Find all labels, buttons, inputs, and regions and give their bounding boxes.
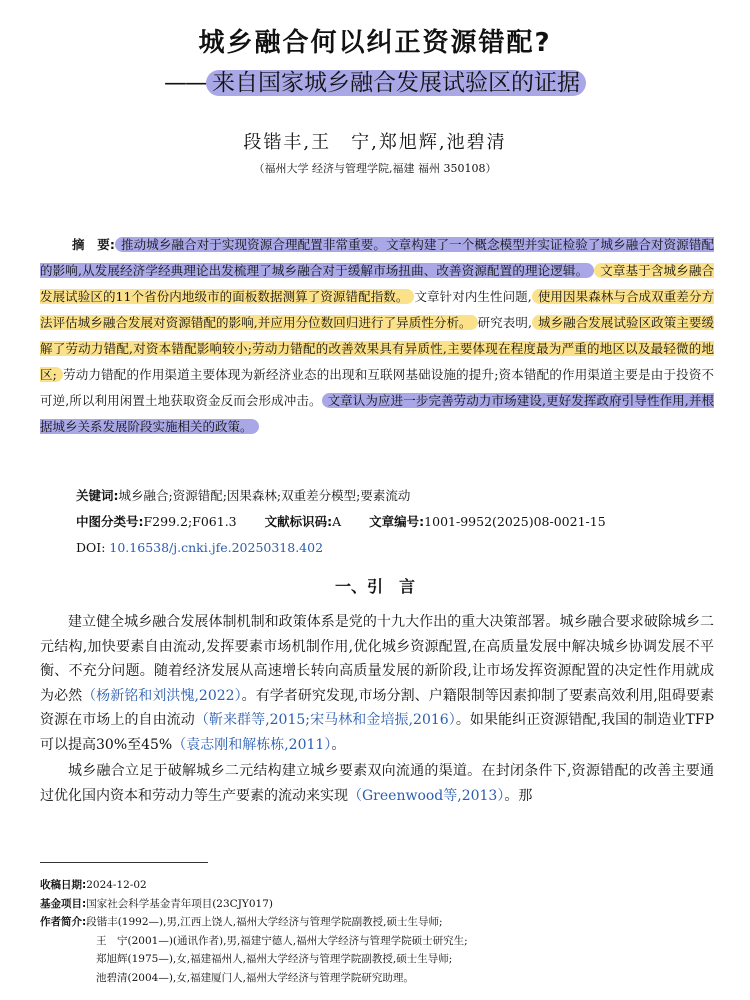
- keywords: [76, 486, 716, 504]
- authors: 段锴丰,王 宁,郑旭辉,池碧清: [243, 132, 507, 153]
- citation-1[interactable]: （杨新铭和刘洪愧,2022）: [82, 687, 242, 704]
- paragraph-2-text-a: 城乡融合立足于破解城乡二元结构建立城乡要素双向流通的渠道。在封闭条件下,资源错配的改善主要通过优化国内资本和劳动力等生产要素的流动来实现: [40, 763, 714, 804]
- doc-code-value: A: [332, 514, 342, 529]
- abstract-highlight-8: 文章认为应进一步完善劳动力市场建设,更好发挥政府引导性作用,并根据城乡关系发展阶段实施相关的政策。: [40, 393, 714, 434]
- fund-value: 国家社会科学基金青年项目(23CJY017): [86, 897, 273, 910]
- paper-title: 城乡融合何以纠正资源错配?: [198, 28, 552, 58]
- abstract-label: 摘 要:: [72, 237, 115, 252]
- paragraph-1-text-b: 。有学者研究发现,市场分割、户籍限制等因素抑制了要素高效利用,阻碍要素资源在市场上的自由流动: [40, 687, 715, 728]
- section-title: 一、引 言: [334, 577, 415, 596]
- doc-code-label: 文献标识码:: [264, 514, 333, 529]
- author-bio-2: 王 宁(2001—)(通讯作者),男,福建宁德人,福州大学经济与管理学院硕士研究生;: [96, 934, 468, 947]
- doi-line: [76, 540, 716, 555]
- paragraph-1-text-d: 。: [331, 736, 346, 753]
- abstract-highlight-2: 文章基于含城乡融合发展试验区的11个省份内地级市的面板数据测算了资源错配指数。: [40, 263, 714, 304]
- clc-value: F299.2;F061.3: [143, 514, 237, 529]
- footnote-received: [40, 876, 720, 895]
- doi-label: DOI:: [76, 540, 106, 555]
- citation-4[interactable]: （Greenwood等,2013）: [348, 787, 505, 804]
- paragraph-2: [40, 759, 714, 808]
- subtitle-dash: ——: [164, 70, 206, 96]
- paragraph-1-text-c: 。如果能纠正资源错配,我国的制造业TFP可以提高30%至45%: [40, 712, 715, 753]
- abstract-highlight-6: 城乡融合发展试验区政策主要缓解了劳动力错配,对资本错配影响较小;劳动力错配的改善效果具有异质性,主要体现在程度最为严重的地区以及最轻微的地区;: [40, 315, 714, 382]
- author-bio-4: 池碧清(2004—),女,福建厦门人,福州大学经济与管理学院研究助理。: [96, 971, 414, 984]
- abstract-highlight-1: 推动城乡融合对于实现资源合理配置非常重要。文章构建了一个概念模型并实证检验了城乡融合对资源错配的影响,从发展经济学经典理论出发梳理了城乡融合对于缓解市场扭曲、改善资源配置的理论逻辑。: [40, 237, 714, 278]
- classification-line: [76, 512, 716, 530]
- footnote-fund: [40, 895, 720, 914]
- fund-label: 基金项目:: [40, 897, 87, 910]
- paragraph-2-text-b: 。那: [504, 787, 533, 804]
- received-value: 2024-12-02: [86, 879, 147, 891]
- footnote-author-1: [40, 913, 720, 932]
- footnote-author-4: [40, 969, 720, 988]
- author-bio-label: 作者简介:: [40, 916, 87, 928]
- affiliation: （福州大学 经济与管理学院,福建 福州 350108）: [253, 162, 497, 175]
- abstract: [40, 232, 714, 440]
- keywords-label: 关键词:: [76, 488, 119, 503]
- doi-link[interactable]: 10.16538/j.cnki.jfe.20250318.402: [109, 540, 324, 555]
- citation-3[interactable]: （袁志刚和解栋栋,2011）: [172, 736, 332, 753]
- subtitle-text: 来自国家城乡融合发展试验区的证据: [206, 70, 586, 96]
- body-text: [40, 610, 714, 810]
- abstract-text-7: 劳动力错配的作用渠道主要体现为新经济业态的出现和互联网基础设施的提升;资本错配的作用渠道主要是由于投资不可逆,所以利用闲置土地获取资金反而会形成冲击。: [40, 367, 715, 408]
- received-label: 收稿日期:: [40, 879, 87, 891]
- footnote-author-2: [40, 932, 720, 951]
- keywords-value: 城乡融合;资源错配;因果森林;双重差分模型;要素流动: [118, 488, 411, 503]
- article-number-value: 1001-9952(2025)08-0021-15: [424, 514, 606, 529]
- footnotes: [40, 876, 720, 987]
- author-bio-3: 郑旭辉(1975—),女,福建福州人,福州大学经济与管理学院副教授,硕士生导师;: [96, 953, 453, 965]
- paragraph-1: [40, 610, 714, 757]
- author-bio-1: 段锴丰(1992—),男,江西上饶人,福州大学经济与管理学院副教授,硕士生导师;: [86, 916, 443, 928]
- abstract-text-3: 文章针对内生性问题,: [414, 289, 532, 304]
- citation-2[interactable]: （靳来群等,2015;宋马林和金培振,2016）: [194, 712, 456, 728]
- abstract-text-5: 研究表明,: [477, 315, 532, 330]
- paper-subtitle: [0, 64, 750, 97]
- footnote-divider: [40, 862, 208, 863]
- paragraph-1-text-a: 建立健全城乡融合发展体制机制和政策体系是党的十九大作出的重大决策部署。城乡融合要求破除城乡二元结构,加快要素自由流动,发挥要素市场机制作用,优化城乡资源配置,在高质量发展中解决城乡协调发展不平衡、不充分问题。随着经济发展从高速增长转向高质量发展的新阶段,让市场发挥资源配置的决定性作用就成为必然: [40, 614, 714, 704]
- clc-label: 中图分类号:: [76, 514, 144, 529]
- article-number-label: 文章编号:: [369, 514, 425, 529]
- footnote-author-3: [40, 950, 720, 969]
- abstract-highlight-4: 使用因果森林与合成双重差分方法评估城乡融合发展对资源错配的影响,并应用分位数回归进行了异质性分析。: [40, 289, 714, 330]
